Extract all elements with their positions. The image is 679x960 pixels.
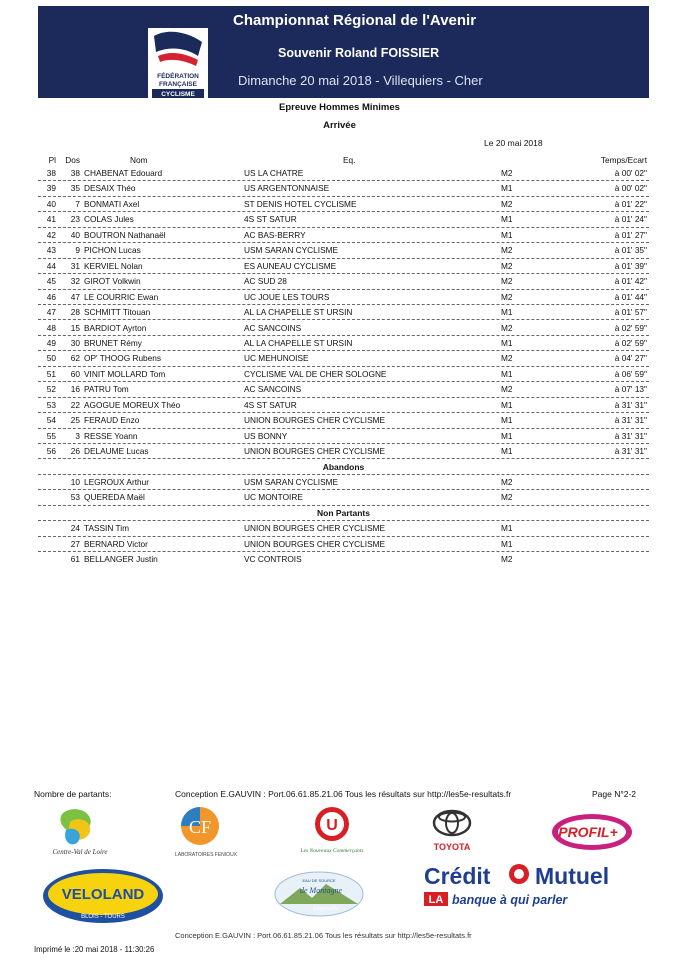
table-row [38,552,649,567]
centre-label: Centre-Val de Loire [52,848,108,856]
cell-cat: M1 [501,337,513,348]
cell-nom: VINIT MOLLARD Tom [84,368,166,379]
u-logo [296,806,368,860]
cell-cat: M2 [501,384,513,395]
cell-cat: M2 [501,168,513,178]
cf-letters: CF [188,817,212,837]
cell-cat: M2 [501,260,513,271]
footer-conception: Conception E.GAUVIN : Port.06.61.85.21.06 Tous les résultats sur http://les5e-resultats.fr [175,789,512,799]
u-letter: U [326,817,338,834]
cell-dos: 7 [75,198,80,209]
cell-tps: à 04' 27" [614,353,647,364]
cell-cat: M2 [501,245,513,256]
logo-line-2: FRANÇAISE [159,81,197,88]
cell-cat: M1 [501,399,513,410]
cell-cat: M2 [501,322,513,333]
logo-line-3: CYCLISME [161,91,195,98]
table-row [38,259,649,274]
cell-eq: UNION BOURGES CHER CYCLISME [244,415,386,426]
u-label: Les Nouveaux Commerçants [300,848,364,854]
cell-eq: UC MONTOIRE [244,492,303,503]
cell-nom: CHABENAT Edouard [84,168,163,178]
cell-nom: DESAIX Théo [84,183,136,194]
cell-eq: UNION BOURGES CHER CYCLISME [244,538,386,549]
cell-pl: 42 [46,229,56,240]
cell-dos: 25 [70,415,80,426]
cell-eq: ES AUNEAU CYCLISME [244,260,337,271]
cell-nom: BARDIOT Ayrton [84,322,147,333]
table-row [38,181,649,196]
table-row [38,166,649,181]
table-row [38,321,649,336]
table-row [38,444,649,459]
cell-cat: M2 [501,554,513,565]
cell-tps: à 01' 27" [614,229,647,240]
table-row [38,382,649,397]
cell-nom: LEGROUX Arthur [84,477,150,487]
col-eq: Eq. [343,155,356,165]
cell-pl: 43 [46,245,56,256]
section-non-partants: Non Partants [38,506,649,521]
cell-eq: US BONNY [244,430,288,441]
cell-dos: 62 [70,353,80,364]
footer-imprime: Imprimé le :20 mai 2018 - 11:30:26 [34,945,155,954]
montagne-logo [274,870,364,918]
table-row [38,521,649,536]
cell-dos: 38 [70,168,80,178]
cell-dos: 10 [70,477,80,487]
cell-eq: CYCLISME VAL DE CHER SOLOGNE [244,368,387,379]
cell-pl: 47 [46,307,56,318]
cell-nom: BOUTRON Nathanaël [84,229,166,240]
cell-cat: M2 [501,477,513,487]
footer-partants: Nombre de partants: [34,789,112,799]
cell-cat: M1 [501,214,513,225]
cell-tps: à 01' 42" [614,276,647,287]
cell-eq: US ARGENTONNAISE [244,183,330,194]
cell-nom: BRUNET Rémy [84,337,142,348]
cell-tps: à 01' 24" [614,214,647,225]
event-stage: Arrivée [323,120,356,131]
cell-dos: 31 [70,260,80,271]
table-row [38,367,649,382]
table-row [38,228,649,243]
cell-nom: FERAUD Enzo [84,415,140,426]
cell-eq: USM SARAN CYCLISME [244,245,339,256]
cell-nom: OP' THOOG Rubens [84,353,162,364]
cell-dos: 24 [70,523,80,534]
cell-nom: LE COURRIC Ewan [84,291,159,302]
cell-dos: 26 [70,446,80,457]
cell-cat: M1 [501,368,513,379]
cell-tps: à 02' 59" [614,322,647,333]
table-header [38,151,649,166]
cm-la: LA [428,894,444,906]
table-row [38,413,649,428]
cell-pl: 54 [46,415,56,426]
cell-eq: US LA CHATRE [244,168,304,178]
cell-nom: RESSE Yoann [84,430,138,441]
cell-tps: à 07' 13" [614,384,647,395]
fenioux-label: LABORATOIRES FENIOUX [174,852,238,858]
table-row [38,274,649,289]
col-pl: Pl [48,155,56,165]
cell-cat: M2 [501,291,513,302]
cell-pl: 56 [46,446,56,457]
cell-nom: GIROT Volkwin [84,276,141,287]
credit-mutuel-logo [424,862,640,912]
table-row [38,351,649,366]
cell-cat: M2 [501,198,513,209]
cell-eq: AC SUD 28 [244,276,287,287]
cell-eq: UC JOUE LES TOURS [244,291,330,302]
montagne-top: EAU DE SOURCE [302,878,336,883]
cell-pl: 48 [46,322,56,333]
cell-dos: 27 [70,538,80,549]
cell-eq: AC BAS-BERRY [244,229,306,240]
cell-eq: UNION BOURGES CHER CYCLISME [244,446,386,457]
cell-pl: 39 [46,183,56,194]
table-row [38,398,649,413]
cell-pl: 50 [46,353,56,364]
cell-eq: UC MEHUNOISE [244,353,309,364]
cell-dos: 60 [70,368,80,379]
cell-nom: KERVIEL Nolan [84,260,143,271]
cell-pl: 46 [46,291,56,302]
veloland-label: VELOLAND [61,886,145,903]
col-nom: Nom [130,155,148,165]
table-row [38,290,649,305]
col-dos: Dos [65,155,80,165]
cell-pl: 53 [46,399,56,410]
cm-tagline: banque à qui parler [452,893,568,907]
cell-eq: 4S ST SATUR [244,399,297,410]
cell-eq: UNION BOURGES CHER CYCLISME [244,523,386,534]
table-row [38,336,649,351]
cell-dos: 9 [75,245,80,256]
event-date: Le 20 mai 2018 [484,138,543,148]
cell-dos: 15 [70,322,80,333]
cell-nom: TASSIN Tim [84,523,130,534]
cell-eq: AC SANCOINS [244,322,302,333]
cm-credit: Crédit [424,863,491,889]
cell-tps: à 01' 22" [614,198,647,209]
table-row [38,197,649,212]
cell-dos: 16 [70,384,80,395]
cell-dos: 61 [70,554,80,565]
table-row [38,490,649,505]
cm-emblem-icon [509,864,529,884]
cell-nom: PICHON Lucas [84,245,141,256]
toyota-label: TOYOTA [433,842,471,852]
logo-line-1: FÉDÉRATION [157,73,199,80]
cell-nom: BELLANGER Justin [84,554,158,565]
cell-tps: à 01' 35" [614,245,647,256]
event-name: Epreuve Hommes Minimes [279,102,400,113]
cell-tps: à 31' 31" [614,430,647,441]
cell-pl: 52 [46,384,56,395]
cell-eq: AL LA CHAPELLE ST URSIN [244,337,353,348]
cell-tps: à 01' 57" [614,307,647,318]
footer-page: Page N°2-2 [592,789,637,799]
table-row [38,243,649,258]
cell-pl: 51 [46,368,56,379]
cell-dos: 28 [70,307,80,318]
cell-dos: 3 [75,430,80,441]
montagne-sub: Laqueuille [313,906,339,912]
cell-eq: USM SARAN CYCLISME [244,477,339,487]
montagne-label: de Montagne [300,886,342,895]
cell-cat: M1 [501,183,513,194]
table-row [38,305,649,320]
cell-tps: à 02' 59" [614,337,647,348]
cell-pl: 38 [46,168,56,178]
cell-tps: à 31' 31" [614,399,647,410]
profil-plus-logo [548,808,640,856]
banner-title: Championnat Régional de l'Avenir [233,12,477,29]
cell-nom: BONMATI Axel [84,198,140,209]
federation-logo [148,28,208,100]
cell-nom: BERNARD Victor [84,538,148,549]
cell-cat: M1 [501,307,513,318]
centre-val-de-loire-logo [40,806,120,858]
cell-nom: AGOGUE MOREUX Théo [84,399,181,410]
cell-cat: M1 [501,446,513,457]
cell-dos: 30 [70,337,80,348]
cell-dos: 53 [70,492,80,503]
header-banner [38,6,649,98]
toyota-logo [420,806,484,854]
cm-mutuel: Mutuel [535,863,610,889]
cell-nom: DELAUME Lucas [84,446,149,457]
cell-eq: ST DENIS HOTEL CYCLISME [244,198,357,209]
cell-cat: M2 [501,353,513,364]
cell-pl: 49 [46,337,56,348]
cell-tps: à 00' 02" [614,183,647,194]
cell-tps: à 01' 39" [614,260,647,271]
cell-tps: à 00' 02" [614,168,647,178]
cell-nom: COLAS Jules [84,214,134,225]
cell-pl: 40 [46,198,56,209]
cell-nom: SCHMITT Titouan [84,307,151,318]
banner-date-place: Dimanche 20 mai 2018 - Villequiers - Cher [238,73,483,88]
section-abandons: Abandons [38,460,649,475]
cell-pl: 41 [46,214,56,225]
veloland-logo [42,868,164,924]
cell-cat: M1 [501,538,513,549]
cell-eq: VC CONTROIS [244,554,302,565]
cell-pl: 55 [46,430,56,441]
cell-eq: AC SANCOINS [244,384,302,395]
cell-tps: à 31' 31" [614,446,647,457]
cell-cat: M1 [501,523,513,534]
col-tps: Temps/Ecart [600,155,647,165]
cell-eq: AL LA CHAPELLE ST URSIN [244,307,353,318]
cell-cat: M1 [501,430,513,441]
profil-label: PROFIL+ [558,824,618,840]
cell-dos: 35 [70,183,80,194]
cell-cat: M2 [501,492,513,503]
cell-tps: à 06' 59" [614,368,647,379]
cell-pl: 44 [46,260,56,271]
table-row [38,475,649,490]
cell-tps: à 31' 31" [614,415,647,426]
veloland-sub: BLOIS - TOURS [81,914,125,920]
cell-dos: 32 [70,276,80,287]
fenioux-logo [170,806,242,860]
table-row [38,537,649,552]
cell-pl: 45 [46,276,56,287]
cell-cat: M1 [501,415,513,426]
cell-eq: 4S ST SATUR [244,214,297,225]
table-row [38,212,649,227]
cell-cat: M2 [501,276,513,287]
cell-dos: 23 [70,214,80,225]
cell-cat: M1 [501,229,513,240]
cell-tps: à 01' 44" [614,291,647,302]
cell-dos: 40 [70,229,80,240]
cell-nom: QUEREDA Maël [84,492,145,503]
footer-conception-bottom: Conception E.GAUVIN : Port.06.61.85.21.06 Tous les résultats sur http://les5e-resultats.fr [175,931,472,940]
banner-subtitle: Souvenir Roland FOISSIER [278,46,440,60]
cell-nom: PATRU Tom [84,384,129,395]
table-row [38,429,649,444]
cell-dos: 47 [70,291,80,302]
cell-dos: 22 [70,399,80,410]
